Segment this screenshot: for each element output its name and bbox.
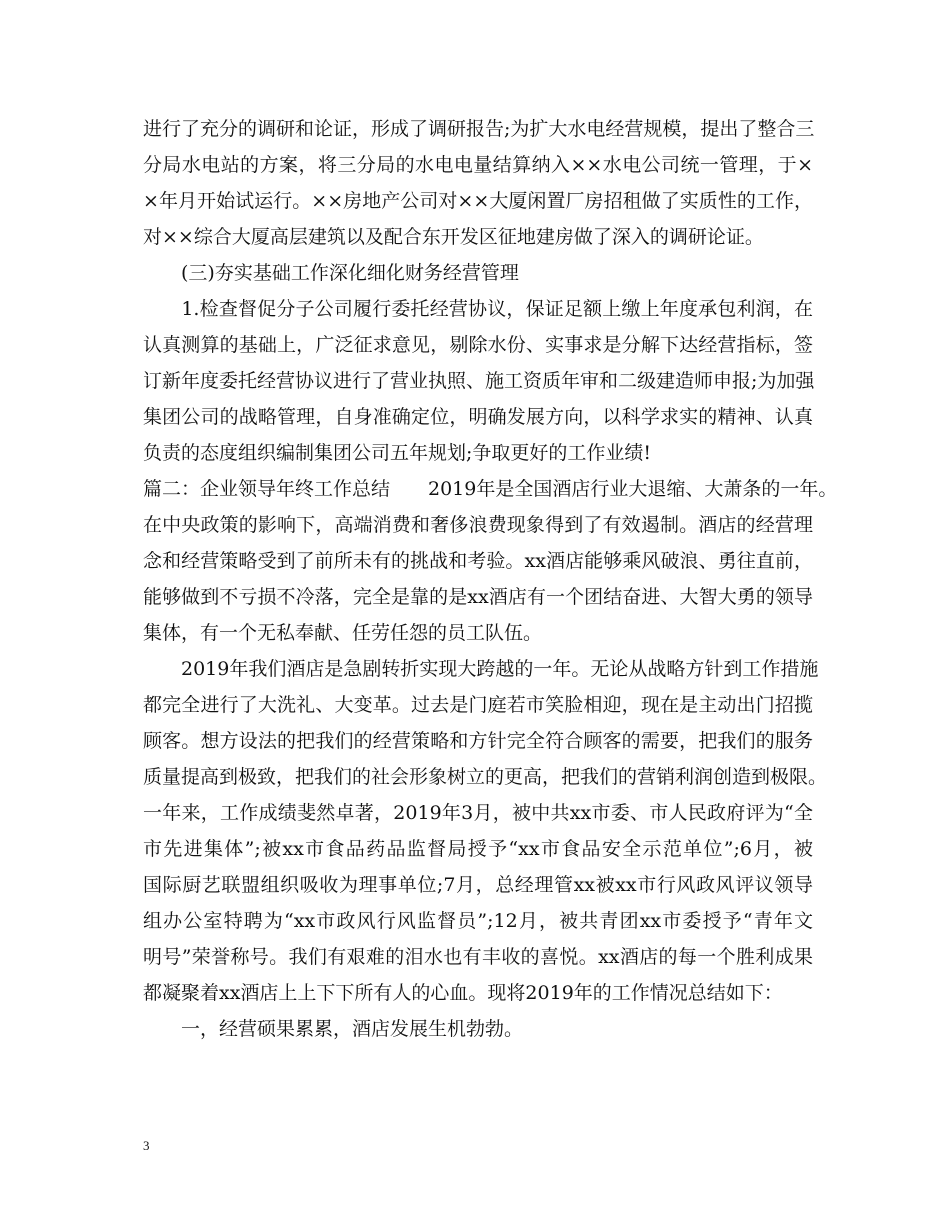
text-line: 顾客。想方设法的把我们的经营策略和方针完全符合顾客的需要，把我们的服务 xyxy=(143,730,813,752)
text-line: 1.检查督促分子公司履行委托经营协议，保证足额上缴上年度承包利润，在 xyxy=(143,298,813,320)
text-line: 负责的态度组织编制集团公司五年规划;争取更好的工作业绩! xyxy=(143,442,652,464)
text-line: ×年月开始试运行。××房地产公司对××大厦闲置厂房招租做了实质性的工作， xyxy=(143,190,813,212)
text-line: 进行了充分的调研和论证，形成了调研报告;为扩大水电经营规模，提出了整合三 xyxy=(143,118,815,140)
page-number: 3 xyxy=(143,1138,150,1153)
text-line: 质量提高到极致，把我们的社会形象树立的更高，把我们的营销利润创造到极限。 xyxy=(143,766,828,788)
text-line: 明号”荣誉称号。我们有艰难的泪水也有丰收的喜悦。xx酒店的每一个胜利成果 xyxy=(143,946,813,968)
text-line: 组办公室特聘为“xx市政风行风监督员”;12月，被共青团xx市委授予“青年文 xyxy=(143,910,813,932)
text-line: 都完全进行了大洗礼、大变革。过去是门庭若市笑脸相迎，现在是主动出门招揽 xyxy=(143,694,813,716)
text-line: 市先进集体”;被xx市食品药品监督局授予“xx市食品安全示范单位”;6月，被 xyxy=(143,838,813,860)
text-line: 集体，有一个无私奉献、任劳任怨的员工队伍。 xyxy=(143,622,543,644)
section-heading: (三)夯实基础工作深化细化财务经营管理 xyxy=(143,262,519,284)
text-line: 订新年度委托经营协议进行了营业执照、施工资质年审和二级建造师申报;为加强 xyxy=(143,370,815,392)
text-line: 分局水电站的方案，将三分局的水电电量结算纳入××水电公司统一管理，于× xyxy=(143,154,813,176)
text-line: 认真测算的基础上，广泛征求意见，剔除水份、实事求是分解下达经营指标，签 xyxy=(143,334,813,356)
text-line: 能够做到不亏损不冷落，完全是靠的是xx酒店有一个团结奋进、大智大勇的领导 xyxy=(143,586,813,608)
text-line: 念和经营策略受到了前所未有的挑战和考验。xx酒店能够乘风破浪、勇往直前， xyxy=(143,550,813,572)
text-line: 都凝聚着xx酒店上上下下所有人的心血。现将2019年的工作情况总结如下： xyxy=(143,982,783,1004)
text-line: 对××综合大厦高层建筑以及配合东开发区征地建房做了深入的调研论证。 xyxy=(143,226,764,248)
text-line: 在中央政策的影响下，高端消费和奢侈浪费现象得到了有效遏制。酒店的经营理 xyxy=(143,514,813,536)
text-line: 一年来，工作成绩斐然卓著，2019年3月，被中共xx市委、市人民政府评为“全 xyxy=(143,802,813,824)
text-line: 集团公司的战略管理，自身准确定位，明确发展方向，以科学求实的精神、认真 xyxy=(143,406,813,428)
section-heading: 一，经营硕果累累，酒店发展生机勃勃。 xyxy=(143,1018,524,1040)
text-line: 国际厨艺联盟组织吸收为理事单位;7月，总经理管xx被xx市行风政风评议领导 xyxy=(143,874,813,896)
text-line: 篇二：企业领导年终工作总结 2019年是全国酒店行业大退缩、大萧条的一年。 xyxy=(143,478,838,500)
text-line: 2019年我们酒店是急剧转折实现大跨越的一年。无论从战略方针到工作措施 xyxy=(143,658,819,680)
